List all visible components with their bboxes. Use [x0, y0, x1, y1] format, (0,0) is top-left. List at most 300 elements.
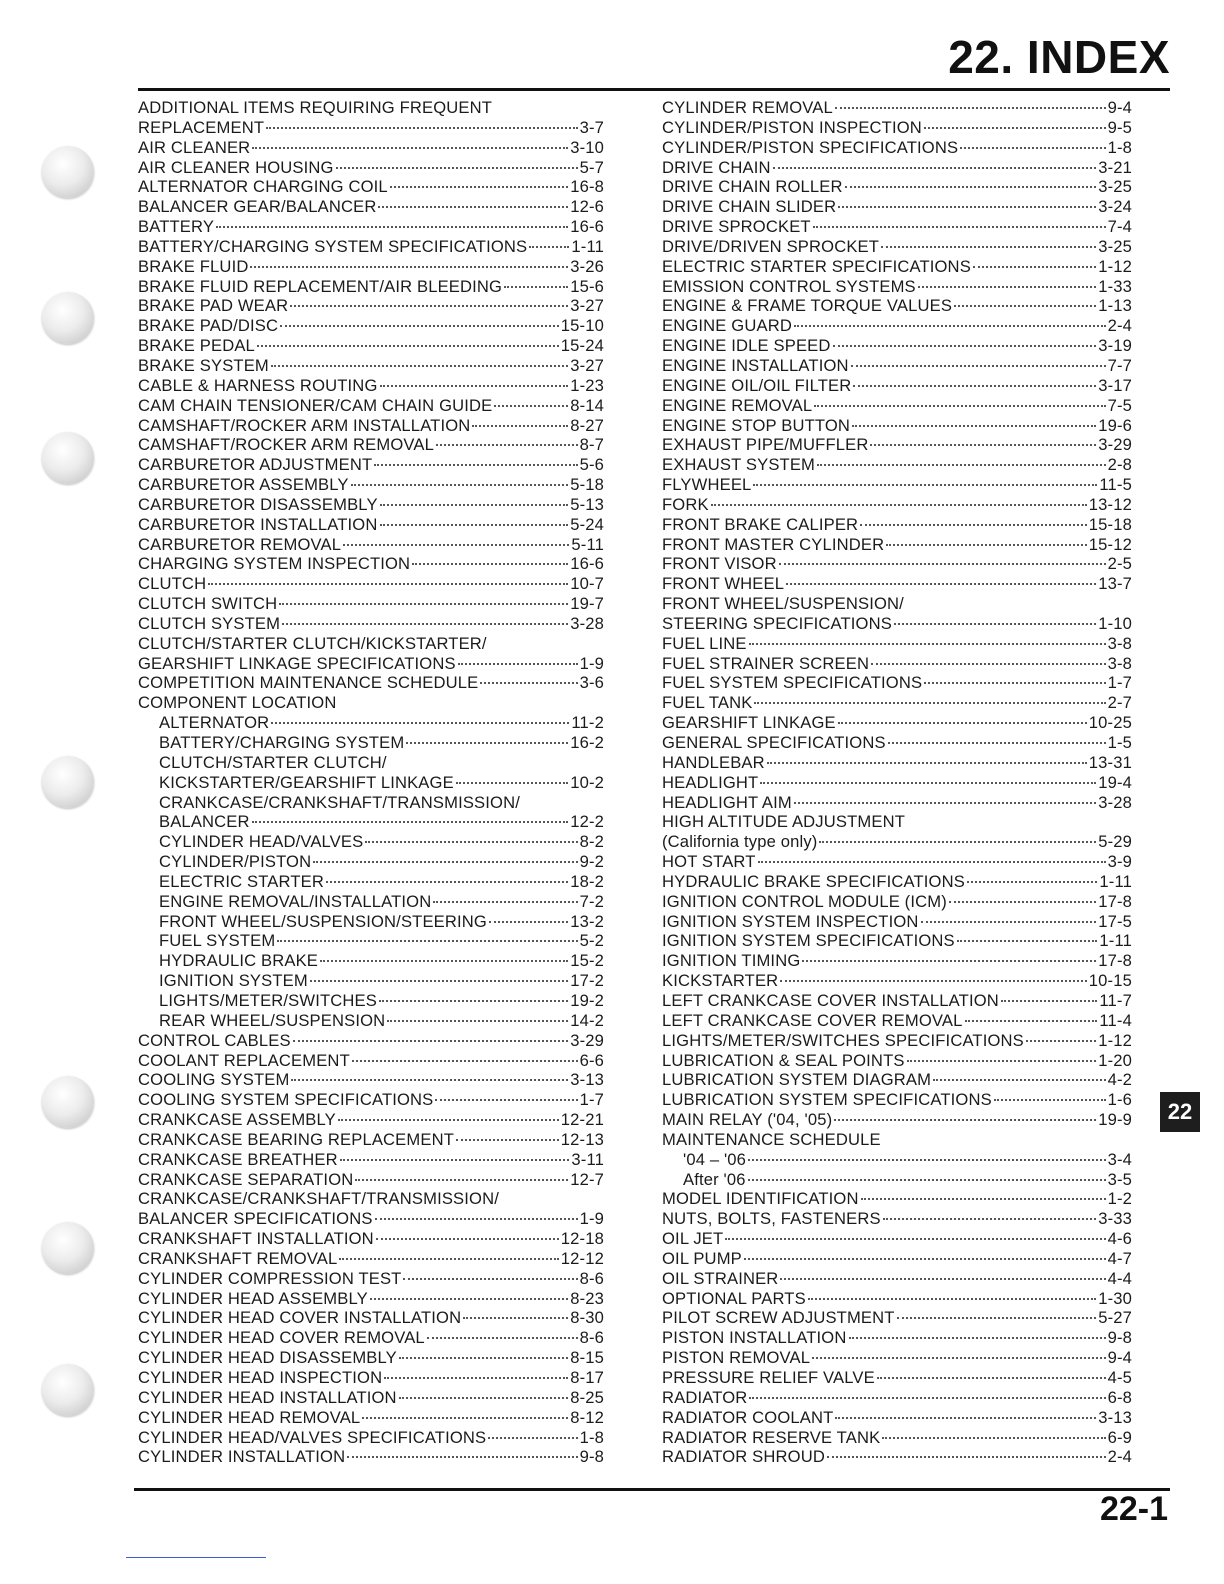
leader-dots — [427, 1337, 578, 1339]
leader-dots — [250, 266, 568, 268]
index-entry[interactable] — [662, 177, 1132, 197]
index-entry[interactable] — [138, 1348, 604, 1368]
index-entry[interactable] — [662, 852, 1132, 872]
leader-dots — [384, 1377, 568, 1379]
leader-dots — [888, 742, 1106, 744]
leader-dots — [883, 1218, 1096, 1220]
index-entry[interactable] — [138, 1328, 604, 1348]
index-entry-text: '04 – '06 — [683, 1149, 747, 1169]
binder-hole-icon — [42, 1364, 94, 1416]
index-entry-text: CRANKSHAFT REMOVAL — [138, 1248, 338, 1268]
index-entry[interactable] — [138, 1289, 604, 1309]
leader-dots — [954, 305, 1096, 307]
index-entry[interactable] — [138, 138, 604, 158]
index-entry[interactable] — [662, 971, 1132, 991]
index-entry-text: CYLINDER/PISTON SPECIFICATIONS — [662, 137, 959, 157]
leader-dots — [456, 1139, 559, 1141]
index-entry[interactable] — [662, 1110, 1132, 1130]
index-entry[interactable] — [138, 1428, 604, 1448]
index-entry[interactable] — [662, 98, 1132, 118]
index-entry[interactable] — [138, 416, 604, 436]
index-entry[interactable] — [662, 257, 1132, 277]
index-entry-page: 2-5 — [1107, 554, 1132, 574]
leader-dots — [794, 802, 1096, 804]
index-entry[interactable] — [662, 872, 1132, 892]
index-entry-page: 8-17 — [570, 1368, 604, 1387]
index-entry[interactable] — [138, 396, 604, 416]
index-entry-text: FUEL SYSTEM — [159, 931, 276, 951]
index-entry[interactable] — [138, 1249, 604, 1269]
index-entry-page: 9-4 — [1107, 98, 1132, 117]
index-entry[interactable] — [662, 912, 1132, 932]
index-entry[interactable] — [662, 931, 1132, 951]
index-entry[interactable] — [138, 1209, 604, 1229]
index-entry[interactable] — [662, 673, 1132, 693]
index-entry-page: 2-7 — [1107, 693, 1132, 713]
index-entry[interactable] — [138, 634, 604, 654]
index-entry-page: 13-31 — [1088, 752, 1132, 772]
index-entry[interactable] — [662, 1150, 1132, 1170]
index-entry[interactable] — [138, 991, 604, 1011]
index-entry[interactable] — [662, 1368, 1132, 1388]
index-entry-text: CYLINDER INSTALLATION — [138, 1447, 346, 1467]
index-entry[interactable] — [138, 1388, 604, 1408]
index-entry[interactable] — [138, 1051, 604, 1071]
index-entry-text: BRAKE PAD/DISC — [138, 316, 279, 336]
index-entry-text: RADIATOR — [662, 1387, 748, 1407]
leader-dots — [280, 325, 559, 327]
index-entry-page: 5-2 — [579, 931, 604, 951]
index-entry[interactable] — [662, 376, 1132, 396]
leader-dots — [957, 940, 1098, 942]
leader-dots — [458, 663, 578, 665]
index-entry[interactable] — [138, 812, 604, 832]
index-entry-text: OIL JET — [662, 1229, 724, 1249]
index-entry-text: CLUTCH/STARTER CLUTCH/ — [159, 752, 387, 772]
index-entry[interactable] — [138, 733, 604, 753]
leader-dots — [403, 1278, 577, 1280]
index-entry[interactable] — [138, 892, 604, 912]
leader-dots — [838, 206, 1096, 208]
binder-hole-icon — [42, 1076, 94, 1128]
index-entry[interactable] — [138, 98, 604, 118]
index-entry-text: CRANKSHAFT INSTALLATION — [138, 1229, 374, 1249]
index-entry[interactable] — [138, 713, 604, 733]
index-entry-text: BRAKE SYSTEM — [138, 355, 269, 375]
index-entry-page: 5-13 — [570, 494, 604, 514]
index-entry[interactable] — [138, 217, 604, 237]
index-entry[interactable] — [138, 594, 604, 614]
index-entry-text: CYLINDER HEAD/VALVES — [159, 832, 364, 852]
index-entry[interactable] — [662, 455, 1132, 475]
index-entry-text: IGNITION CONTROL MODULE (ICM) — [662, 891, 947, 911]
index-entry[interactable] — [138, 1090, 604, 1110]
index-entry[interactable] — [662, 1428, 1132, 1448]
leader-dots — [786, 583, 1096, 585]
index-entry[interactable] — [662, 1130, 1132, 1150]
index-entry[interactable] — [662, 336, 1132, 356]
index-entry-text: CLUTCH/STARTER CLUTCH/KICKSTARTER/ — [138, 633, 487, 653]
binder-hole-icon — [42, 432, 94, 484]
index-entry-text: PILOT SCREW ADJUSTMENT — [662, 1308, 895, 1328]
leader-dots — [973, 266, 1096, 268]
index-entry[interactable] — [662, 1209, 1132, 1229]
index-entry-text: HOT START — [662, 852, 756, 872]
index-entry-page: 3-11 — [571, 1149, 604, 1169]
index-entry[interactable] — [662, 773, 1132, 793]
index-entry[interactable] — [138, 1229, 604, 1249]
index-entry-page: 15-12 — [1088, 534, 1132, 554]
leader-dots — [252, 821, 569, 823]
leader-dots — [853, 385, 1096, 387]
leader-dots — [744, 1258, 1106, 1260]
index-entry-page: 1-7 — [579, 1090, 604, 1110]
index-entry-text: CRANKCASE BEARING REPLACEMENT — [138, 1129, 455, 1149]
index-entry[interactable] — [662, 951, 1132, 971]
index-entry[interactable] — [662, 515, 1132, 535]
index-entry-text: NUTS, BOLTS, FASTENERS — [662, 1209, 881, 1229]
index-entry[interactable] — [138, 793, 604, 813]
index-entry-text: ENGINE STOP BUTTON — [662, 415, 851, 435]
index-entry[interactable] — [662, 1031, 1132, 1051]
header-rule — [138, 88, 1170, 91]
leader-dots — [336, 167, 578, 169]
index-entry[interactable] — [138, 1170, 604, 1190]
index-entry[interactable] — [662, 1447, 1132, 1467]
index-entry-text: LUBRICATION SYSTEM DIAGRAM — [662, 1070, 932, 1090]
index-entry-text: ALTERNATOR CHARGING COIL — [138, 177, 388, 197]
leader-dots — [753, 484, 1097, 486]
index-entry-page: 12-21 — [560, 1110, 604, 1130]
index-entry[interactable] — [662, 475, 1132, 495]
index-entry-text: FRONT MASTER CYLINDER — [662, 534, 885, 554]
index-entry[interactable] — [138, 951, 604, 971]
index-entry[interactable] — [138, 1130, 604, 1150]
index-entry[interactable] — [138, 535, 604, 555]
index-entry[interactable] — [138, 376, 604, 396]
index-entry[interactable] — [662, 316, 1132, 336]
index-entry[interactable] — [138, 872, 604, 892]
index-entry[interactable] — [138, 1368, 604, 1388]
leader-dots — [849, 1337, 1106, 1339]
index-entry[interactable] — [662, 991, 1132, 1011]
index-entry-text: COOLING SYSTEM SPECIFICATIONS — [138, 1090, 434, 1110]
index-entry[interactable] — [138, 277, 604, 297]
leader-dots — [933, 1079, 1105, 1081]
index-entry-page: 12-12 — [560, 1248, 604, 1268]
index-entry-page: 1-9 — [579, 653, 604, 673]
leader-dots — [293, 1040, 568, 1042]
leader-dots — [338, 1119, 559, 1121]
index-entry-page: 16-8 — [570, 177, 604, 197]
index-entry[interactable] — [138, 356, 604, 376]
leader-dots — [379, 1000, 568, 1002]
index-entry[interactable] — [662, 1051, 1132, 1071]
leader-dots — [852, 425, 1096, 427]
leader-dots — [965, 1020, 1098, 1022]
index-entry[interactable] — [662, 1070, 1132, 1090]
index-entry-text: CARBURETOR ASSEMBLY — [138, 475, 349, 495]
leader-dots — [802, 960, 1096, 962]
index-entry[interactable] — [662, 793, 1132, 813]
page-title: 22. INDEX — [948, 31, 1170, 83]
leader-dots — [378, 206, 568, 208]
index-entry-page: 19-2 — [570, 990, 604, 1010]
index-entry[interactable] — [138, 773, 604, 793]
leader-dots — [291, 1079, 568, 1081]
index-entry-page: 4-2 — [1107, 1070, 1132, 1090]
index-entry[interactable] — [662, 495, 1132, 515]
index-entry[interactable] — [662, 396, 1132, 416]
index-entry[interactable] — [662, 356, 1132, 376]
index-entry[interactable] — [138, 673, 604, 693]
leader-dots — [835, 1417, 1096, 1419]
index-entry-text: LUBRICATION SYSTEM SPECIFICATIONS — [662, 1090, 992, 1110]
index-entry[interactable] — [662, 217, 1132, 237]
leader-dots — [881, 246, 1096, 248]
index-entry[interactable] — [662, 733, 1132, 753]
index-entry[interactable] — [662, 1388, 1132, 1408]
index-entry[interactable] — [662, 1170, 1132, 1190]
index-entry-page: 8-30 — [570, 1308, 604, 1328]
index-entry[interactable] — [138, 1110, 604, 1130]
index-entry-text: MAIN RELAY ('04, '05) — [662, 1110, 833, 1130]
index-entry-text: LEFT CRANKCASE COVER INSTALLATION — [662, 990, 999, 1010]
section-tab[interactable]: 22 — [1160, 1092, 1200, 1132]
index-entry[interactable] — [138, 1070, 604, 1090]
index-entry-text: CLUTCH SYSTEM — [138, 613, 281, 633]
index-entry-page: 14-2 — [570, 1010, 604, 1030]
index-entry[interactable] — [138, 1408, 604, 1428]
index-entry-text: CRANKCASE SEPARATION — [138, 1169, 354, 1189]
index-entry-text: DRIVE SPROCKET — [662, 217, 811, 237]
index-entry[interactable] — [662, 574, 1132, 594]
index-entry-page: 3-29 — [570, 1030, 604, 1050]
index-entry[interactable] — [662, 416, 1132, 436]
index-entry[interactable] — [662, 634, 1132, 654]
index-entry[interactable] — [662, 713, 1132, 733]
leader-dots — [271, 722, 569, 724]
index-entry[interactable] — [662, 296, 1132, 316]
index-entry-page: 2-8 — [1107, 455, 1132, 475]
index-entry-text: IGNITION SYSTEM SPECIFICATIONS — [662, 931, 955, 951]
index-entry[interactable] — [138, 336, 604, 356]
index-entry[interactable] — [138, 1011, 604, 1031]
index-entry-page: 3-33 — [1098, 1209, 1132, 1229]
index-entry[interactable] — [662, 832, 1132, 852]
index-entry[interactable] — [138, 1269, 604, 1289]
binder-hole-icon — [42, 292, 94, 344]
index-entry[interactable] — [662, 197, 1132, 217]
index-entry-text: FRONT VISOR — [662, 554, 777, 574]
leader-dots — [918, 286, 1096, 288]
index-entry-text: ENGINE OIL/OIL FILTER — [662, 375, 852, 395]
index-entry[interactable] — [662, 1090, 1132, 1110]
index-entry[interactable] — [662, 654, 1132, 674]
index-entry-page: 13-12 — [1088, 494, 1132, 514]
index-entry-page: 9-5 — [1107, 117, 1132, 137]
index-entry[interactable] — [138, 574, 604, 594]
index-entry[interactable] — [662, 138, 1132, 158]
index-entry[interactable] — [138, 515, 604, 535]
index-entry-page: 5-29 — [1098, 832, 1132, 852]
link-underline — [126, 1557, 266, 1558]
index-entry[interactable] — [662, 1289, 1132, 1309]
index-entry-page: 3-7 — [579, 117, 604, 137]
leader-dots — [780, 1278, 1105, 1280]
index-entry-text: LEFT CRANKCASE COVER REMOVAL — [662, 1010, 963, 1030]
index-entry[interactable] — [662, 812, 1132, 832]
index-entry-text: GEARSHIFT LINKAGE SPECIFICATIONS — [138, 653, 456, 673]
index-entry-page: 5-24 — [570, 514, 604, 534]
index-entry-page: 4-4 — [1107, 1268, 1132, 1288]
index-entry-page: 11-2 — [571, 713, 604, 733]
index-entry-text: ALTERNATOR — [159, 713, 270, 733]
index-entry[interactable] — [138, 237, 604, 257]
index-entry-text: CYLINDER HEAD INSTALLATION — [138, 1387, 397, 1407]
index-entry[interactable] — [138, 118, 604, 138]
index-entry-page: 15-18 — [1088, 514, 1132, 534]
index-entry[interactable] — [662, 753, 1132, 773]
index-entry-text: CARBURETOR INSTALLATION — [138, 514, 378, 534]
index-entry[interactable] — [662, 614, 1132, 634]
index-entry-text: IGNITION SYSTEM — [159, 971, 308, 991]
index-entry[interactable] — [662, 1269, 1132, 1289]
index-entry-text: CLUTCH SWITCH — [138, 594, 278, 614]
index-entry-text: HANDLEBAR — [662, 752, 765, 772]
leader-dots — [387, 1020, 568, 1022]
index-entry-text: CYLINDER HEAD COVER INSTALLATION — [138, 1308, 462, 1328]
binder-hole-icon — [42, 1222, 94, 1274]
index-entry[interactable] — [138, 753, 604, 773]
index-entry-page: 1-8 — [579, 1427, 604, 1447]
index-entry[interactable] — [138, 1031, 604, 1051]
index-entry-text: ENGINE IDLE SPEED — [662, 336, 831, 356]
index-entry-text: RADIATOR RESERVE TANK — [662, 1427, 881, 1447]
index-entry-page: 3-25 — [1098, 177, 1132, 197]
index-entry[interactable] — [138, 693, 604, 713]
index-entry[interactable] — [662, 1408, 1132, 1428]
index-entry-text: CYLINDER/PISTON — [159, 852, 312, 872]
index-entry-text: BALANCER GEAR/BALANCER — [138, 197, 377, 217]
index-entry-text: ENGINE REMOVAL/INSTALLATION — [159, 891, 432, 911]
index-entry-page: 3-27 — [570, 355, 604, 375]
index-entry[interactable] — [138, 455, 604, 475]
index-entry[interactable] — [662, 158, 1132, 178]
leader-dots — [877, 1377, 1106, 1379]
index-entry[interactable] — [662, 1011, 1132, 1031]
leader-dots — [380, 504, 569, 506]
index-entry-text: CRANKCASE/CRANKSHAFT/TRANSMISSION/ — [138, 1189, 499, 1209]
index-entry-page: 5-6 — [579, 455, 604, 475]
leader-dots — [924, 682, 1105, 684]
index-entry-page: 8-27 — [570, 415, 604, 435]
index-entry-text: AIR CLEANER — [138, 137, 251, 157]
index-entry[interactable] — [138, 1447, 604, 1467]
index-entry-page: 3-10 — [570, 137, 604, 157]
index-entry-text: FRONT WHEEL — [662, 574, 785, 594]
index-entry[interactable] — [662, 237, 1132, 257]
index-entry-text: DRIVE CHAIN — [662, 157, 771, 177]
index-entry-page: 10-2 — [570, 772, 604, 792]
index-entry-page: 8-23 — [570, 1288, 604, 1308]
index-entry[interactable] — [662, 1249, 1132, 1269]
leader-dots — [370, 1298, 568, 1300]
index-entry[interactable] — [138, 852, 604, 872]
index-entry[interactable] — [662, 118, 1132, 138]
index-entry[interactable] — [138, 296, 604, 316]
index-entry[interactable] — [138, 912, 604, 932]
index-entry[interactable] — [662, 1308, 1132, 1328]
index-entry[interactable] — [662, 277, 1132, 297]
leader-dots — [463, 1317, 568, 1319]
index-entry[interactable] — [138, 435, 604, 455]
index-entry[interactable] — [138, 316, 604, 336]
index-entry[interactable] — [138, 1189, 604, 1209]
index-entry-text: CYLINDER HEAD REMOVAL — [138, 1407, 361, 1427]
index-entry-page: 19-4 — [1098, 772, 1132, 792]
leader-dots — [326, 881, 568, 883]
index-entry[interactable] — [138, 971, 604, 991]
index-entry[interactable] — [138, 1308, 604, 1328]
index-entry-text: COOLING SYSTEM — [138, 1070, 290, 1090]
index-entry[interactable] — [662, 594, 1132, 614]
leader-dots — [817, 464, 1106, 466]
index-entry[interactable] — [662, 1348, 1132, 1368]
leader-dots — [882, 1437, 1105, 1439]
index-entry[interactable] — [662, 693, 1132, 713]
index-entry[interactable] — [138, 177, 604, 197]
index-entry-page: 8-14 — [570, 395, 604, 415]
index-entry[interactable] — [138, 931, 604, 951]
index-entry[interactable] — [138, 554, 604, 574]
index-entry[interactable] — [138, 257, 604, 277]
index-entry[interactable] — [138, 1150, 604, 1170]
index-entry[interactable] — [662, 892, 1132, 912]
index-entry[interactable] — [138, 495, 604, 515]
index-entry-page: 1-23 — [570, 375, 604, 395]
index-entry[interactable] — [662, 1229, 1132, 1249]
index-entry[interactable] — [138, 158, 604, 178]
index-entry[interactable] — [662, 1328, 1132, 1348]
index-entry-text: ADDITIONAL ITEMS REQUIRING FREQUENT — [138, 98, 493, 117]
index-entry[interactable] — [138, 614, 604, 634]
index-entry[interactable] — [662, 435, 1132, 455]
index-entry-page: 2-4 — [1107, 1447, 1132, 1467]
index-entry-page: 3-25 — [1098, 236, 1132, 256]
index-entry[interactable] — [662, 535, 1132, 555]
index-entry-text: DRIVE/DRIVEN SPROCKET — [662, 236, 880, 256]
index-entry-page: 1-5 — [1107, 733, 1132, 752]
index-entry-page: 9-2 — [579, 852, 604, 872]
index-entry[interactable] — [138, 832, 604, 852]
index-entry-page: 17-8 — [1098, 891, 1132, 911]
index-entry[interactable] — [662, 554, 1132, 574]
leader-dots — [758, 861, 1106, 863]
index-entry[interactable] — [138, 654, 604, 674]
leader-dots — [216, 226, 568, 228]
index-entry[interactable] — [138, 197, 604, 217]
leader-dots — [813, 226, 1106, 228]
leader-dots — [814, 405, 1105, 407]
index-entry[interactable] — [662, 1189, 1132, 1209]
leader-dots — [835, 107, 1106, 109]
index-entry[interactable] — [138, 475, 604, 495]
index-entry-text: CAM CHAIN TENSIONER/CAM CHAIN GUIDE — [138, 395, 493, 415]
leader-dots — [886, 544, 1087, 546]
leader-dots — [1001, 1000, 1098, 1002]
index-entry-page: 18-2 — [570, 871, 604, 891]
